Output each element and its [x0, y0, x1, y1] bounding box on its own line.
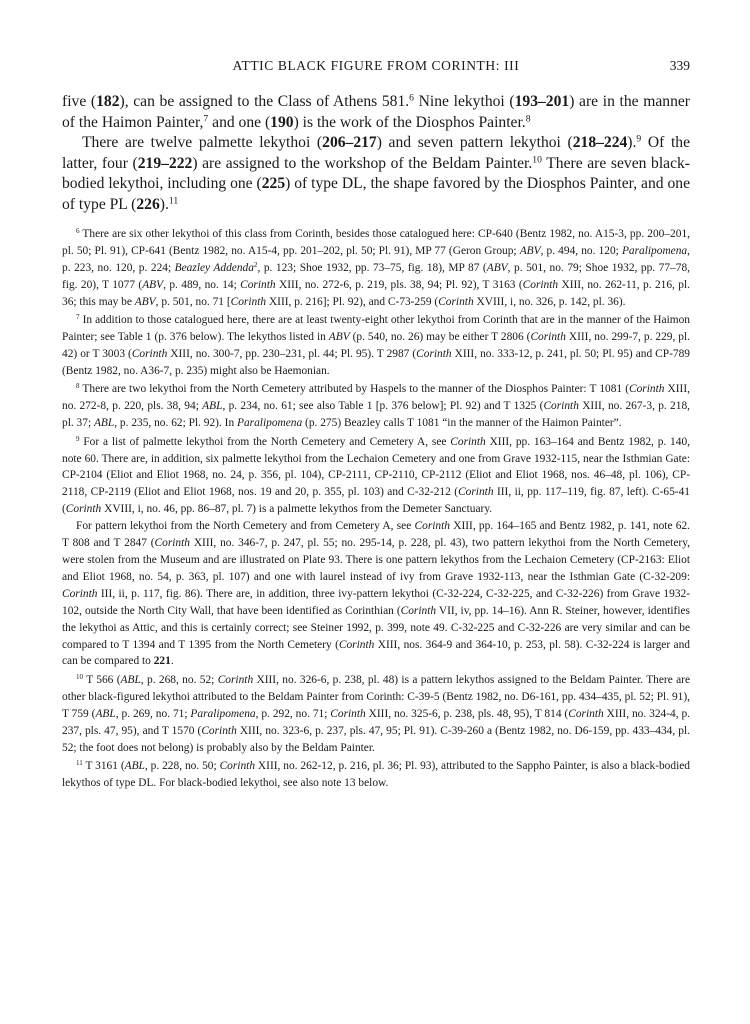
footnote-number: 9: [76, 434, 80, 443]
footnotes: [62, 226, 690, 792]
running-title: ATTIC BLACK FIGURE FROM CORINTH: III: [232, 58, 520, 73]
footnote-ref: 6: [409, 92, 414, 104]
footnote-number: 10: [76, 673, 84, 682]
footnote-9: $^9$ For a list of palmette lekythoi from the North Cemetery and Cemetery A, see Corinth XIII, pp. 163–164 and Bentz 1982, p. 140, note 60. There are, in addition, six palmette lekythoi from the Lechaion Cemetery and one from Grave 1932-115, near the Isthmian Gate: CP-2104 (Eliot and Eliot 1968, no. 24, p. 356, pl. 104), CP-2111, CP-2110, CP-2112 (Eliot and Eliot 1968, nos. 46–48, pl. 106), CP-2118, CP-2119 (Eliot and Eliot 1968, nos. 19 and 20, p. 355, pl. 103) and C-32-212 (Corinth III, ii, pp. 117–119, fig. 87, left). C-65-41 (Corinth XVIII, i, no. 46, pp. 86–87, pl. 7) is a palmette lekythos from the Demeter Sanctuary.: [62, 434, 690, 516]
footnote-number: 6: [76, 227, 80, 236]
footnote-10: $^{10}$ T 566 (ABL, p. 268, no. 52; Corinth XIII, no. 326-6, p. 238, pl. 48) is a pattern lekythos assigned to the Beldam Painter. There are other black-figured lekythoi attributed to the Beldam Painter from Corinth: C-39-5 (Bentz 1982, no. D6-161, pp. 434–435, pl. 52; Pl. 91), T 759 (ABL, p. 269, no. 71; Paralipomena, p. 292, no. 71; Corinth XIII, no. 325-6, p. 238, pls. 48, 95), T 814 (Corinth XIII, no. 324-4, p. 237, pls. 47, 95), and T 1570 (Corinth XIII, no. 323-6, p. 237, pls. 47, 95; Pl. 91). C-39-260 a (Bentz 1982, no. D6-159, pp. 433–434, pl. 52; the foot does not belong) is probably also by the Beldam Painter.: [62, 673, 691, 754]
footnote-8: $^8$ There are two lekythoi from the North Cemetery attributed by Haspels to the manner of the Diosphos Painter: T 1081 (Corinth XIII, no. 272-8, p. 220, pls. 38, 94; ABL, p. 234, no. 61; see also Table 1 [p. 376 below]; Pl. 92) and T 1325 (Corinth XIII, no. 267-3, p. 218, pl. 37; ABL, p. 235, no. 62; Pl. 92). In Paralipomena (p. 275) Beazley calls T 1081 “in the manner of the Haimon Painter”.: [62, 382, 690, 430]
footnote-ref: 7: [203, 113, 209, 125]
footnote-6: $^6$ There are six other lekythoi of this class from Corinth, besides those catalogued here: CP-640 (Bentz 1982, no. A15-3, pp. 200–201, pl. 50; Pl. 91), CP-641 (Bentz 1982, no. A15-4, pp. 201–202, pl. 50; Pl. 91), MP 77 (Geron Group; ABV, p. 494, no. 120; Paralipomena, p. 223, no. 120, p. 224; Beazley Addenda$^2$, p. 123; Shoe 1932, pp. 73–75, fig. 18), MP 87 (ABV, p. 501, no. 79; Shoe 1932, pp. 77–78, fig. 20), T 1077 (ABV, p. 489, no. 14; Corinth XIII, no. 272-6, p. 219, pls. 38, 94; Pl. 92), T 3163 (Corinth XIII, no. 262-11, p. 216, pl. 36; this may be ABV, p. 501, no. 71 [Corinth XIII, p. 216]; Pl. 92), and C-73-259 (Corinth XVIII, i, no. 326, p. 142, pl. 36).: [62, 227, 691, 308]
footnote-number: 7: [76, 313, 80, 322]
body-paragraph-1: five (182), can be assigned to the Class of Athens 581.$^6$ Nine lekythoi (193–201) are in the manner of the Haimon Painter,$^7$ and one (190) is the work of the Diosphos Painter.$^8$: [62, 92, 690, 131]
footnote-ref: 9: [636, 133, 642, 145]
footnote-ref: 10: [532, 154, 542, 166]
footnote-11: $^{11}$ T 3161 (ABL, p. 228, no. 50; Corinth XIII, no. 262-12, p. 216, pl. 36; Pl. 93), attributed to the Sappho Painter, is also a black-bodied lekythos of type DL. For black-bodied lekythoi, see also note 13 below.: [62, 759, 690, 789]
footnote-ref: 11: [168, 195, 179, 207]
footnote-number: 8: [76, 382, 80, 391]
body-paragraph-2: There are twelve palmette lekythoi (206–217) and seven pattern lekythoi (218–224).$^9$ Of the latter, four (219–222) are assigned to the workshop of the Beldam Painter.$^{10}$ There are seven black-bodied lekythoi, including one (225) of type DL, the shape favored by the Diosphos Painter, and one of type PL (226).$^{11}$: [62, 133, 691, 213]
footnote-number: 11: [76, 759, 83, 768]
footnote-ref: 8: [525, 113, 531, 125]
body-text: [62, 92, 690, 216]
page-number: 339: [669, 58, 690, 73]
footnote-7: $^7$ In addition to those catalogued here, there are at least twenty-eight other lekythoi from Corinth that are in the manner of the Haimon Painter; see Table 1 (p. 376 below). The lekythos listed in ABV (p. 540, no. 26) may be either T 2806 (Corinth XIII, no. 299-7, p. 229, pl. 42) or T 3003 (Corinth XIII, no. 300-7, pp. 230–231, pl. 44; Pl. 95). T 2987 (Corinth XIII, no. 333-12, p. 241, pl. 50; Pl. 95) and CP-789 (Bentz 1982, no. A36-7, p. 235) might also be Haemonian.: [62, 313, 690, 377]
footnote-9-continued: For pattern lekythoi from the North Cemetery and from Cemetery A, see Corinth XIII, pp. 164–165 and Bentz 1982, p. 141, note 62. T 808 and T 2847 (Corinth XIII, no. 346-7, p. 247, pl. 55; no. 295-14, p. 228, pl. 43), two pattern lekythoi from the North Cemetery, were stolen from the Museum and are illustrated on Plate 93. There is one pattern lekythos from the Lechaion Cemetery (CP-2163: Eliot and Eliot 1968, no. 54, p. 363, pl. 107) and one with laurel instead of ivy from Grave 1932-113, near the Isthmian Gate (C-32-209: Corinth III, ii, p. 117, fig. 86). There are, in addition, three ivy-pattern lekythoi (C-32-224, C-32-225, and C-32-226) from Grave 1932-102, outside the North City Wall, that have been identified as Corinthian (Corinth VII, iv, pp. 14–16). Ann R. Steiner, however, identifies the lekythoi as Attic, and this is certainly correct; see Steiner 1992, p. 399, note 49. C-32-225 and C-32-226 are very similar and can be compared to T 1394 and T 1395 from the North Cemetery (Corinth XIII, nos. 364-9 and 364-10, p. 253, pl. 58). C-32-224 is larger and can be compared to 221.: [62, 520, 690, 668]
running-header: [62, 58, 690, 78]
